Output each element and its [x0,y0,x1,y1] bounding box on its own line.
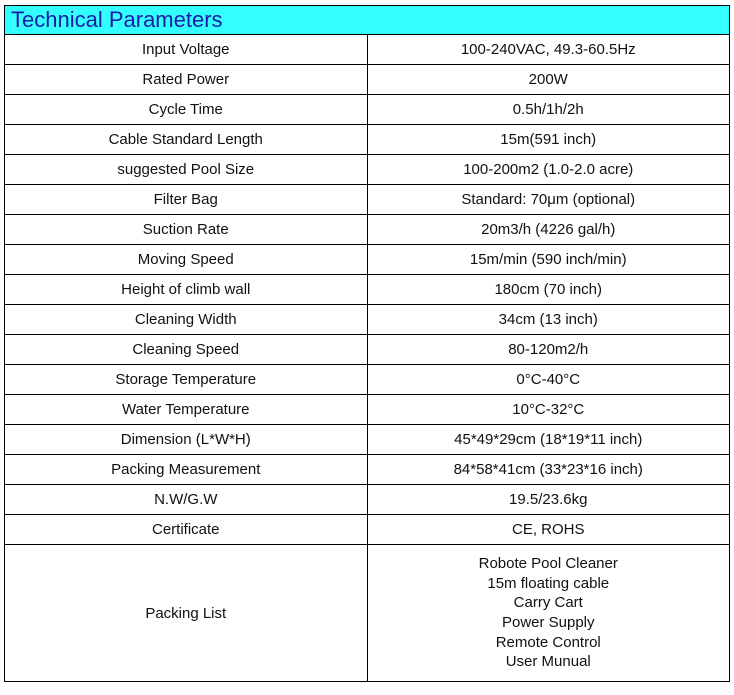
row-value: 100-200m2 (1.0-2.0 acre) [367,155,730,185]
row-value: 10°C-32°C [367,395,730,425]
parameters-body [5,6,730,682]
row-label: N.W/G.W [5,485,368,515]
row-label: Suction Rate [5,215,368,245]
table-row [5,215,730,245]
table-row [5,35,730,65]
table-row [5,65,730,95]
row-label: Input Voltage [5,35,368,65]
packing-list-items [367,545,730,682]
row-label: suggested Pool Size [5,155,368,185]
row-label: Cycle Time [5,95,368,125]
row-label: Water Temperature [5,395,368,425]
row-label: Certificate [5,515,368,545]
row-label: Cleaning Width [5,305,368,335]
row-value: 0.5h/1h/2h [367,95,730,125]
row-label: Rated Power [5,65,368,95]
packing-item: Power Supply [501,614,595,631]
row-value: 34cm (13 inch) [367,305,730,335]
row-value: 100-240VAC, 49.3-60.5Hz [367,35,730,65]
packing-item: 15m floating cable [487,574,610,592]
table-title: Technical Parameters [5,6,730,35]
table-row [5,125,730,155]
packing-item: Carry Cart [513,594,583,612]
row-label: Dimension (L*W*H) [5,425,368,455]
packing-item: User Munual [505,653,591,671]
row-label: Packing Measurement [5,455,368,485]
packing-item: Remote Control [495,633,601,651]
row-label: Storage Temperature [5,365,368,395]
table-row [5,305,730,335]
packing-item: Robote Pool Cleaner [478,555,618,573]
row-value: 15m/min (590 inch/min) [367,245,730,275]
table-row [5,95,730,125]
row-value: 180cm (70 inch) [367,275,730,305]
row-value: 15m(591 inch) [367,125,730,155]
row-label: Filter Bag [5,185,368,215]
table-row [5,425,730,455]
row-label: Height of climb wall [5,275,368,305]
packing-list-row [5,545,730,682]
row-value: Standard: 70μm (optional) [367,185,730,215]
table-row [5,395,730,425]
table-row [5,245,730,275]
title-row [5,6,730,35]
table-row [5,455,730,485]
row-value: 84*58*41cm (33*23*16 inch) [367,455,730,485]
row-label: Cable Standard Length [5,125,368,155]
row-label: Moving Speed [5,245,368,275]
table-row [5,275,730,305]
table-row [5,335,730,365]
table-row [5,185,730,215]
table-row [5,155,730,185]
row-value: 45*49*29cm (18*19*11 inch) [367,425,730,455]
row-value: 200W [367,65,730,95]
table-row [5,485,730,515]
parameters-table [4,5,730,682]
row-value: 19.5/23.6kg [367,485,730,515]
row-value: 0°C-40°C [367,365,730,395]
row-value: 80-120m2/h [367,335,730,365]
row-value: 20m3/h (4226 gal/h) [367,215,730,245]
row-value: CE, ROHS [367,515,730,545]
table-row [5,365,730,395]
table-row [5,515,730,545]
row-label: Cleaning Speed [5,335,368,365]
packing-list-label: Packing List [5,545,368,682]
